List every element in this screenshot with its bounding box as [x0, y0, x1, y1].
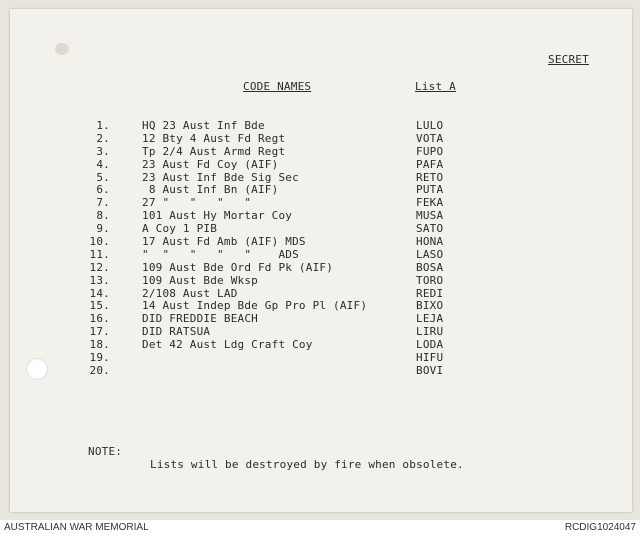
code-name: LULO	[416, 119, 444, 132]
entry-number: 12.	[89, 260, 110, 274]
code-name: VOTA	[416, 131, 444, 145]
unit-name: 12 Bty 4 Aust Fd Regt	[142, 131, 286, 145]
footer-credit: AUSTRALIAN WAR MEMORIAL	[4, 522, 149, 533]
code-names-heading: CODE NAMES	[243, 80, 312, 93]
code-name: RETO	[416, 170, 444, 184]
list-heading: List A	[415, 80, 456, 93]
unit-name: 109 Aust Bde Wksp	[142, 273, 258, 287]
code-name: FUPO	[416, 144, 444, 158]
punch-hole	[26, 358, 48, 380]
code-name: HIFU	[416, 351, 444, 365]
unit-name: 23 Aust Inf Bde Sig Sec	[142, 170, 299, 184]
unit-name: 109 Aust Bde Ord Fd Pk (AIF)	[142, 260, 334, 274]
unit-name: 101 Aust Hy Mortar Coy	[142, 209, 293, 223]
note-label: NOTE:	[88, 445, 123, 458]
code-name: LASO	[416, 247, 444, 261]
footer-id: RCDIG1024047	[564, 522, 636, 533]
code-name: PUTA	[416, 183, 444, 197]
code-name: MUSA	[416, 209, 444, 223]
entry-number: 18.	[89, 338, 110, 352]
entry-number: 13.	[89, 273, 110, 287]
code-name: FEKA	[416, 196, 444, 210]
entry-number: 20.	[89, 363, 110, 377]
unit-name: 2/108 Aust LAD	[142, 286, 238, 300]
unit-name: 17 Aust Fd Amb (AIF) MDS	[142, 235, 306, 249]
entry-number: 2.	[96, 131, 110, 145]
code-name: REDI	[416, 286, 444, 300]
code-name: LIRU	[416, 325, 444, 339]
entry-number: 4.	[96, 157, 110, 171]
entry-number: 5.	[96, 170, 110, 184]
entry-number: 15.	[89, 299, 110, 313]
code-name: LEJA	[416, 312, 444, 326]
entry-number: 6.	[96, 183, 110, 197]
unit-name: Det 42 Aust Ldg Craft Coy	[142, 338, 313, 352]
unit-name: DID FREDDIE BEACH	[142, 312, 258, 326]
unit-name: 8 Aust Inf Bn (AIF)	[142, 183, 279, 197]
unit-name: 14 Aust Indep Bde Gp Pro Pl (AIF)	[142, 299, 368, 313]
entry-number: 11.	[89, 247, 110, 261]
code-name: BOSA	[416, 260, 444, 274]
entry-number: 8.	[96, 209, 110, 223]
entry-number: 19.	[89, 351, 110, 365]
entry-number: 3.	[96, 144, 110, 158]
paper-stain	[55, 43, 69, 55]
entry-number: 9.	[96, 222, 110, 236]
code-name: PAFA	[416, 157, 444, 171]
entry-number: 14.	[89, 286, 110, 300]
entry-number: 17.	[89, 325, 110, 339]
entry-number: 7.	[96, 196, 110, 210]
note	[88, 432, 464, 484]
code-name: HONA	[416, 235, 444, 249]
unit-name: Tp 2/4 Aust Armd Regt	[142, 144, 286, 158]
code-name: SATO	[416, 222, 444, 236]
classification-label: SECRET	[548, 53, 589, 66]
unit-name: HQ 23 Aust Inf Bde	[142, 119, 265, 132]
code-name: BOVI	[416, 363, 444, 377]
code-name: BIXO	[416, 299, 444, 313]
unit-name: 23 Aust Fd Coy (AIF)	[142, 157, 279, 171]
note-text: Lists will be destroyed by fire when obsolete.	[150, 458, 464, 471]
unit-name: DID RATSUA	[142, 325, 211, 339]
unit-name: 27 " " " "	[142, 196, 252, 210]
entry-number: 16.	[89, 312, 110, 326]
unit-name: " " " " " ADS	[142, 247, 299, 261]
code-name: TORO	[416, 273, 444, 287]
code-name: LODA	[416, 338, 444, 352]
entry-number: 1.	[96, 119, 110, 132]
unit-name: A Coy 1 PIB	[142, 222, 218, 236]
entry-number: 10.	[89, 235, 110, 249]
